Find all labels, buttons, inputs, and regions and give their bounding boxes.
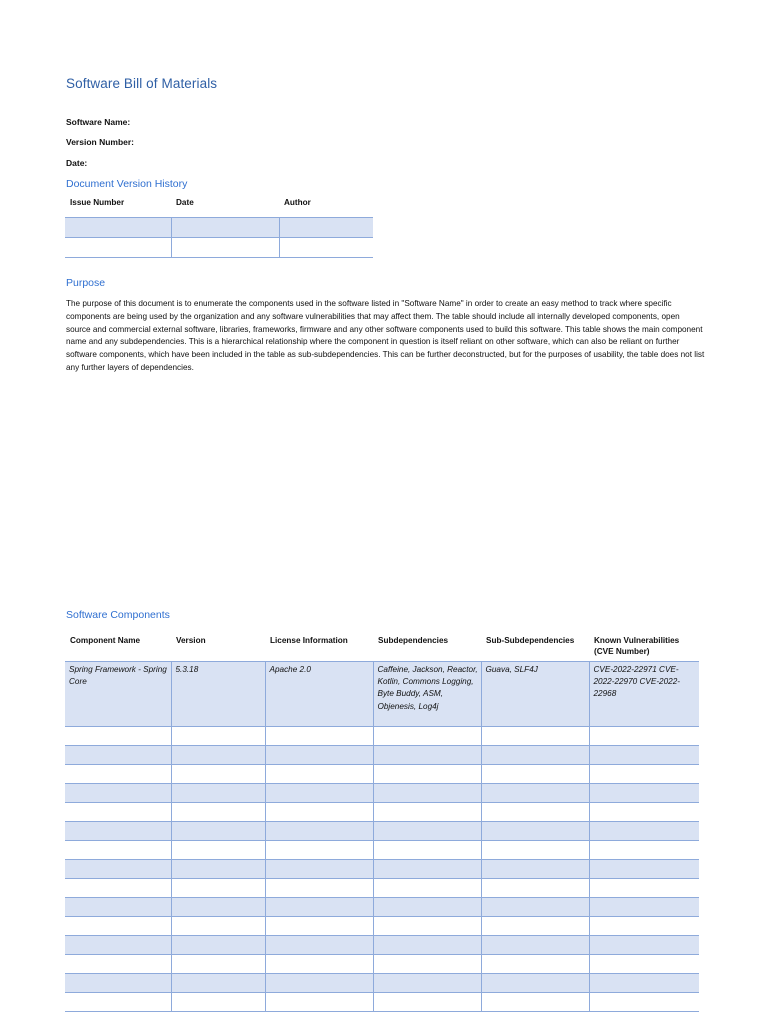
table-cell bbox=[265, 993, 373, 1012]
purpose-heading: Purpose bbox=[66, 277, 106, 289]
table-cell bbox=[171, 936, 265, 955]
table-row bbox=[65, 841, 699, 860]
table-cell bbox=[265, 841, 373, 860]
table-row bbox=[65, 765, 699, 784]
table-cell bbox=[171, 746, 265, 765]
table-cell bbox=[589, 993, 699, 1012]
table-cell bbox=[373, 727, 481, 746]
column-header-issue-number: Issue Number bbox=[65, 198, 171, 218]
table-cell bbox=[373, 841, 481, 860]
software-name-field: Software Name: bbox=[66, 117, 131, 127]
table-cell bbox=[171, 784, 265, 803]
table-cell bbox=[265, 784, 373, 803]
table-cell bbox=[373, 822, 481, 841]
table-cell bbox=[65, 936, 171, 955]
table-cell bbox=[373, 936, 481, 955]
table-cell bbox=[65, 879, 171, 898]
table-cell bbox=[373, 765, 481, 784]
table-cell bbox=[171, 218, 279, 238]
table-cell: CVE-2022-22971 CVE-2022-22970 CVE-2022-22968 bbox=[589, 662, 699, 727]
table-cell bbox=[481, 993, 589, 1012]
table-cell bbox=[589, 803, 699, 822]
table-row bbox=[65, 218, 373, 238]
table-cell bbox=[589, 917, 699, 936]
table-cell bbox=[265, 765, 373, 784]
table-cell bbox=[481, 784, 589, 803]
table-cell bbox=[589, 765, 699, 784]
column-header-sub-subdependencies: Sub-Subdependencies bbox=[481, 633, 589, 662]
table-cell bbox=[481, 898, 589, 917]
table-row bbox=[65, 727, 699, 746]
table-cell bbox=[265, 822, 373, 841]
table-cell bbox=[65, 898, 171, 917]
table-row bbox=[65, 879, 699, 898]
table-cell bbox=[65, 238, 171, 258]
table-cell bbox=[373, 784, 481, 803]
table-cell bbox=[65, 746, 171, 765]
table-cell bbox=[373, 803, 481, 822]
table-cell bbox=[65, 218, 171, 238]
table-cell bbox=[481, 936, 589, 955]
table-cell bbox=[589, 784, 699, 803]
table-cell bbox=[589, 955, 699, 974]
table-cell bbox=[171, 238, 279, 258]
version-history-heading: Document Version History bbox=[66, 178, 188, 190]
table-cell bbox=[171, 955, 265, 974]
table-row bbox=[65, 784, 699, 803]
table-cell: Apache 2.0 bbox=[265, 662, 373, 727]
table-cell bbox=[65, 955, 171, 974]
table-cell bbox=[265, 898, 373, 917]
document-title: Software Bill of Materials bbox=[66, 76, 218, 91]
table-cell bbox=[171, 822, 265, 841]
table-header-row bbox=[65, 198, 373, 218]
table-cell bbox=[589, 746, 699, 765]
table-cell bbox=[589, 841, 699, 860]
date-field: Date: bbox=[66, 158, 88, 168]
table-cell bbox=[373, 879, 481, 898]
table-cell bbox=[265, 879, 373, 898]
table-cell bbox=[265, 860, 373, 879]
table-cell bbox=[265, 746, 373, 765]
table-cell bbox=[481, 727, 589, 746]
table-cell: Guava, SLF4J bbox=[481, 662, 589, 727]
table-cell bbox=[65, 822, 171, 841]
table-cell bbox=[481, 765, 589, 784]
table-cell bbox=[65, 784, 171, 803]
table-cell bbox=[65, 727, 171, 746]
table-header-row bbox=[65, 633, 699, 662]
table-cell bbox=[373, 974, 481, 993]
table-row bbox=[65, 803, 699, 822]
table-cell bbox=[265, 955, 373, 974]
table-cell bbox=[589, 974, 699, 993]
table-cell bbox=[265, 727, 373, 746]
table-cell bbox=[65, 765, 171, 784]
table-cell bbox=[65, 841, 171, 860]
table-cell bbox=[171, 974, 265, 993]
table-cell bbox=[171, 765, 265, 784]
table-cell bbox=[481, 746, 589, 765]
table-cell bbox=[171, 879, 265, 898]
table-cell bbox=[279, 218, 373, 238]
table-cell bbox=[481, 955, 589, 974]
table-cell: 5.3.18 bbox=[171, 662, 265, 727]
table-row bbox=[65, 898, 699, 917]
table-cell bbox=[65, 993, 171, 1012]
version-history-table bbox=[65, 198, 373, 258]
table-cell bbox=[481, 803, 589, 822]
table-cell bbox=[265, 803, 373, 822]
table-cell bbox=[589, 898, 699, 917]
table-row bbox=[65, 955, 699, 974]
table-cell bbox=[373, 917, 481, 936]
table-cell bbox=[373, 746, 481, 765]
table-cell bbox=[279, 238, 373, 258]
table-cell bbox=[171, 917, 265, 936]
table-cell bbox=[171, 898, 265, 917]
table-row bbox=[65, 974, 699, 993]
column-header-component-name: Component Name bbox=[65, 633, 171, 662]
table-cell bbox=[171, 727, 265, 746]
table-row bbox=[65, 860, 699, 879]
table-cell bbox=[481, 822, 589, 841]
table-cell: Spring Framework - Spring Core bbox=[65, 662, 171, 727]
table-row bbox=[65, 936, 699, 955]
software-components-heading: Software Components bbox=[66, 609, 170, 621]
table-cell bbox=[373, 898, 481, 917]
table-cell bbox=[171, 993, 265, 1012]
table-cell bbox=[481, 917, 589, 936]
table-cell bbox=[481, 974, 589, 993]
table-cell bbox=[65, 917, 171, 936]
table-cell bbox=[65, 974, 171, 993]
table-cell bbox=[589, 860, 699, 879]
table-row bbox=[65, 662, 699, 727]
table-cell bbox=[589, 879, 699, 898]
table-cell bbox=[481, 860, 589, 879]
table-row bbox=[65, 993, 699, 1012]
column-header-version: Version bbox=[171, 633, 265, 662]
table-cell bbox=[171, 803, 265, 822]
table-cell bbox=[265, 917, 373, 936]
table-row bbox=[65, 917, 699, 936]
column-header-known-vulnerabilities: Known Vulnerabilities (CVE Number) bbox=[589, 633, 699, 662]
table-cell bbox=[373, 955, 481, 974]
table-cell bbox=[65, 860, 171, 879]
table-cell bbox=[589, 936, 699, 955]
table-row bbox=[65, 238, 373, 258]
table-cell: Caffeine, Jackson, Reactor, Kotlin, Commons Logging, Byte Buddy, ASM, Objenesis, Log4j bbox=[373, 662, 481, 727]
purpose-paragraph: The purpose of this document is to enumerate the components used in the software listed in "Software Name" in order to create an easy method to track where specific components are being used by the organization and any software vulnerabilities that may affect them. The table should include all internally developed components, open source and commercial external software, libraries, frameworks, firmware and any other software components used to build this software. This table shows the main component name and any subdependencies. This is a hierarchical relationship where the component in question is itself reliant on other software, which can also be reliant on further software components, which have been included in the table as sub-subdependencies. This can be further deconstructed, but for the purposes of usability, the table does not list any further layers of dependencies. bbox=[66, 299, 705, 372]
table-cell bbox=[481, 879, 589, 898]
table-cell bbox=[373, 993, 481, 1012]
table-cell bbox=[265, 974, 373, 993]
table-cell bbox=[65, 803, 171, 822]
table-row bbox=[65, 822, 699, 841]
column-header-subdependencies: Subdependencies bbox=[373, 633, 481, 662]
table-row bbox=[65, 746, 699, 765]
column-header-license: License Information bbox=[265, 633, 373, 662]
column-header-author: Author bbox=[279, 198, 373, 218]
table-cell bbox=[589, 727, 699, 746]
table-cell bbox=[171, 860, 265, 879]
version-number-field: Version Number: bbox=[66, 137, 135, 147]
table-cell bbox=[171, 841, 265, 860]
table-cell bbox=[265, 936, 373, 955]
software-components-table bbox=[65, 633, 699, 1012]
column-header-date: Date bbox=[171, 198, 279, 218]
table-cell bbox=[589, 822, 699, 841]
table-cell bbox=[373, 860, 481, 879]
table-cell bbox=[481, 841, 589, 860]
